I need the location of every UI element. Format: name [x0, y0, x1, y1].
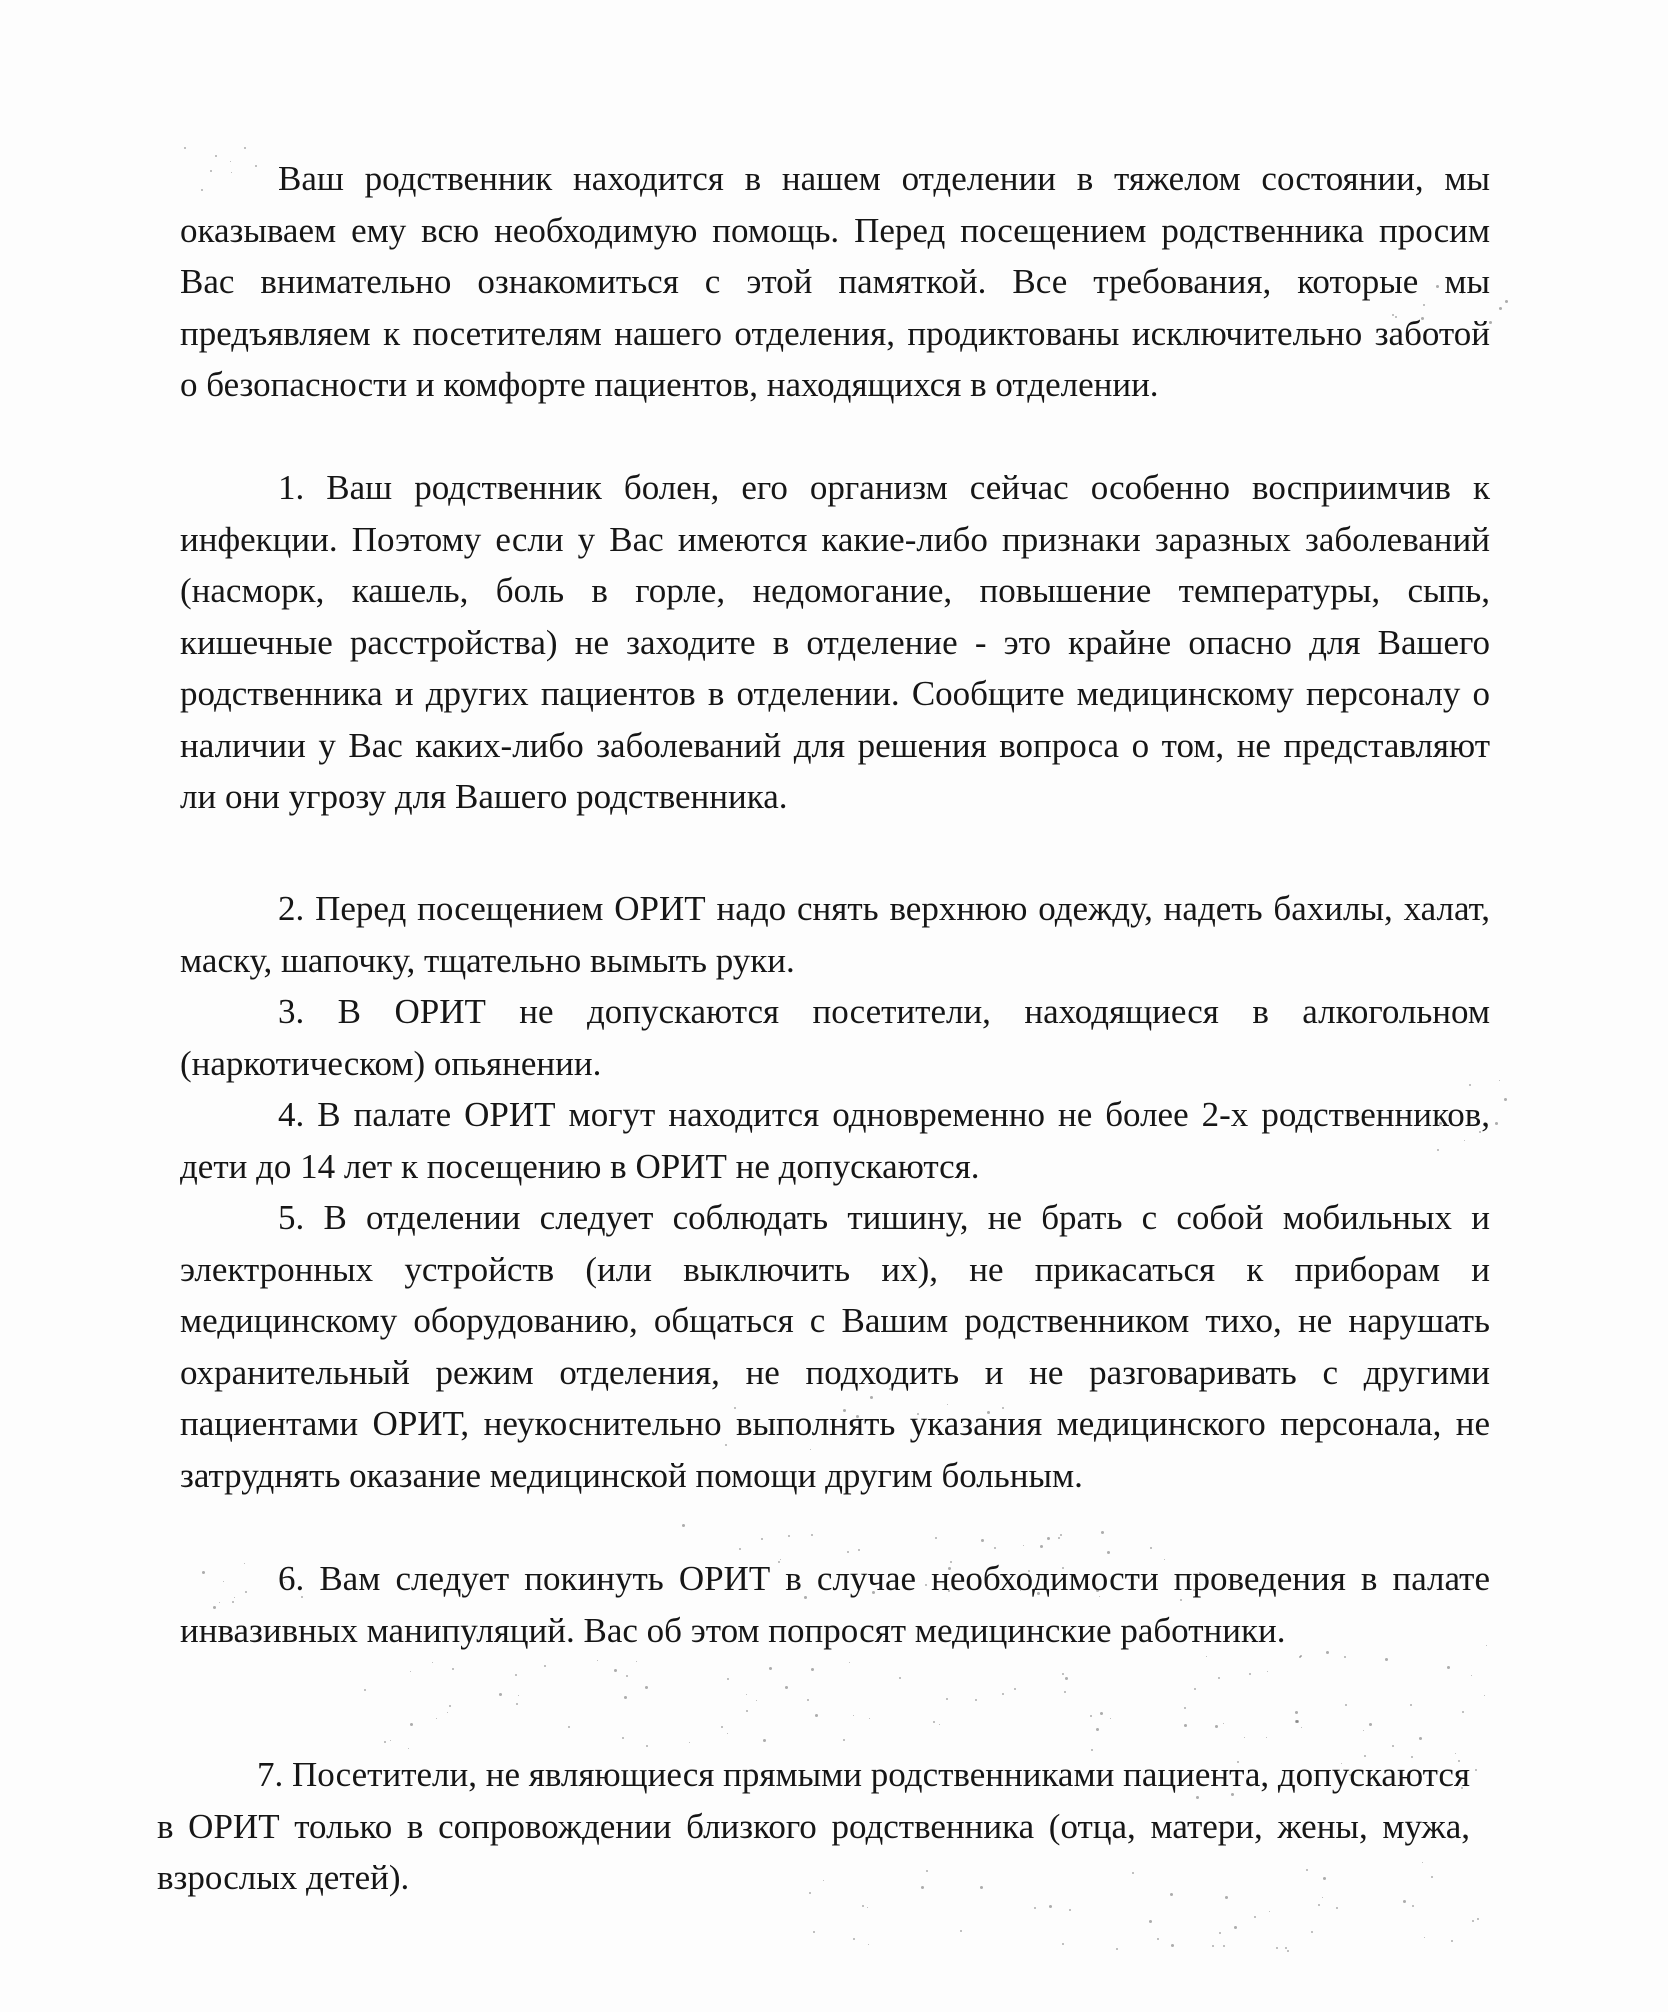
scan-speck [862, 1905, 864, 1907]
rule-item-5: 5. В отделении следует соблюдать тишину, не брать с собой мобильных и электронных устройств (или выключить их), не прикасаться к приборам и медицинскому оборудованию, общаться с Вашим родственником тихо, не нарушать охранительный режим отделения, не подходить и не разговаривать с другими пациентами ОРИТ, неукоснительно выполнять указания медицинского персонала, не затруднять оказание медицинской помощи другим больным. [180, 1198, 1490, 1495]
scan-speck [756, 1700, 757, 1701]
scan-speck [1234, 1926, 1237, 1929]
scan-speck [1269, 1911, 1270, 1912]
scan-speck [447, 1712, 448, 1713]
scan-speck [1392, 1745, 1394, 1747]
scan-speck [1184, 1707, 1186, 1709]
intro-paragraph: Ваш родственник находится в нашем отделении в тяжелом состоянии, мы оказываем ему всю необходимую помощь. Перед посещением родственника просим Вас внимательно ознакомиться с этой памяткой. Все требования, которые мы предъявляем к посетителям нашего отделения, продиктованы исключительно заботой о безопасности и комфорте пациентов, находящихся в отделении. [180, 159, 1490, 404]
scan-speck [853, 1938, 855, 1940]
scan-speck [1495, 1122, 1498, 1125]
scan-speck [1301, 1727, 1302, 1728]
scan-speck [614, 1669, 617, 1672]
scan-speck [761, 1538, 763, 1540]
scan-speck [384, 1741, 386, 1743]
scan-speck [410, 1723, 413, 1726]
scan-speck [1219, 1932, 1221, 1934]
scan-speck [1150, 1547, 1152, 1549]
scan-speck [727, 1733, 728, 1734]
scan-speck [516, 1703, 518, 1705]
scan-speck [1249, 1673, 1251, 1675]
scan-speck [1336, 1907, 1338, 1909]
scan-speck [1276, 1947, 1278, 1949]
scan-speck [1212, 1945, 1214, 1947]
scan-speck [1090, 1715, 1092, 1717]
scan-speck [1419, 1737, 1422, 1740]
scan-speck [721, 1726, 723, 1728]
scan-speck [1477, 1918, 1479, 1920]
scan-speck [364, 1689, 366, 1691]
rule-item-6: 6. Вам следует покинуть ОРИТ в случае необходимости проведения в палате инвазивных манипуляций. Вас об этом попросят медицинские работники. [180, 1559, 1490, 1650]
scan-speck [868, 1944, 869, 1945]
scan-speck [1100, 1712, 1103, 1715]
scan-speck [645, 1686, 648, 1689]
scan-speck [1385, 1658, 1388, 1661]
scan-speck [1149, 1920, 1152, 1923]
scan-speck [1215, 1725, 1218, 1728]
scan-speck [1058, 1537, 1060, 1539]
scan-speck [1424, 1937, 1425, 1938]
scan-speck [1065, 1677, 1068, 1680]
scan-speck [1184, 1724, 1187, 1727]
scan-speck [1223, 1945, 1225, 1947]
scan-speck [1062, 1943, 1064, 1945]
scan-speck [1034, 1907, 1036, 1909]
scan-speck [946, 1698, 948, 1700]
scan-speck [869, 1718, 870, 1719]
scan-speck [1475, 1769, 1477, 1771]
scan-speck [1296, 1720, 1299, 1723]
scan-speck [1244, 1737, 1245, 1738]
scan-speck [518, 1695, 519, 1696]
scan-speck [933, 1721, 935, 1723]
scan-speck [1014, 1688, 1016, 1690]
rule-item-4: 4. В палате ОРИТ могут находится одновременно не более 2-х родственников, дети до 14 лет к посещению в ОРИТ не допускаются. [180, 1095, 1490, 1186]
scan-speck [1295, 1711, 1298, 1714]
scan-speck [788, 1535, 790, 1537]
scan-speck [544, 1665, 546, 1667]
scan-speck [1064, 1691, 1066, 1693]
scan-speck [1223, 1723, 1224, 1724]
scan-speck [858, 1549, 860, 1551]
scan-speck [1318, 1904, 1320, 1906]
scan-speck [689, 1742, 690, 1743]
scan-speck [785, 1686, 788, 1689]
scan-speck [1410, 1704, 1412, 1706]
scan-speck [1412, 1905, 1414, 1907]
scan-speck [1218, 1677, 1220, 1679]
scan-speck [739, 1548, 741, 1550]
scan-speck [1062, 1673, 1064, 1675]
scan-speck [682, 1524, 685, 1527]
scan-speck [515, 1674, 517, 1676]
scan-speck [626, 1675, 628, 1677]
scan-speck [1369, 1723, 1372, 1726]
scan-speck [499, 1693, 502, 1696]
scan-speck [746, 1694, 747, 1695]
scan-speck [1023, 1545, 1024, 1546]
scan-speck [935, 1537, 937, 1539]
scan-speck [622, 1737, 624, 1739]
scan-speck [843, 1739, 845, 1741]
scan-speck [1451, 1940, 1453, 1942]
scan-speck [1311, 1931, 1313, 1933]
scan-speck [939, 1724, 940, 1725]
scan-speck [807, 1699, 809, 1701]
scan-speck [597, 1660, 598, 1661]
scan-speck [1447, 1666, 1450, 1669]
scan-speck [746, 1710, 748, 1712]
scan-speck [1499, 1080, 1500, 1081]
scan-speck [1462, 1711, 1464, 1713]
scan-speck [1157, 1938, 1159, 1940]
scan-speck [568, 1726, 570, 1728]
scan-speck [981, 1539, 984, 1542]
scan-speck [849, 1662, 850, 1663]
scan-speck [1171, 1944, 1174, 1947]
scan-speck [769, 1667, 772, 1670]
scan-speck [1344, 1656, 1346, 1658]
scan-speck [813, 1931, 815, 1933]
scan-speck [994, 1547, 996, 1549]
scan-speck [1040, 1545, 1043, 1548]
scan-speck [960, 1930, 962, 1932]
scan-speck [727, 1678, 729, 1680]
scan-speck [1471, 1675, 1472, 1676]
scan-speck [1472, 1920, 1474, 1922]
scan-speck [244, 147, 246, 149]
scan-speck [763, 1739, 766, 1742]
scan-speck [1069, 1909, 1071, 1911]
scan-speck [1096, 1728, 1099, 1731]
scan-speck [899, 1677, 901, 1679]
rule-item-7: 7. Посетители, не являющиеся прямыми родственниками пациента, допускаются в ОРИТ только в сопровождении близкого родственника (отца, матери, жены, мужа, взрослых детей). [157, 1755, 1470, 1897]
scan-speck [1345, 1704, 1347, 1706]
scan-speck [390, 1740, 391, 1741]
scan-speck [1101, 1531, 1104, 1534]
scan-speck [815, 1714, 818, 1717]
scan-speck [811, 1668, 814, 1671]
scan-speck [1484, 1695, 1485, 1696]
scan-speck [1047, 1537, 1050, 1540]
scan-speck [184, 147, 186, 149]
scan-speck [811, 1534, 813, 1536]
scan-speck [436, 1718, 437, 1719]
scan-speck [410, 1671, 411, 1672]
scan-speck [1002, 1693, 1004, 1695]
scan-speck [1254, 1916, 1256, 1918]
scan-speck [646, 1745, 648, 1747]
scan-speck [432, 1662, 433, 1663]
scan-speck [975, 1699, 977, 1701]
rule-item-2: 2. Перед посещением ОРИТ надо снять верхнюю одежду, надеть бахилы, халат, маску, шапочку, тщательно вымыть руки. [180, 889, 1490, 980]
scan-speck [1504, 1098, 1507, 1101]
scan-speck [1266, 1737, 1267, 1738]
scan-speck [853, 1715, 854, 1716]
scan-speck [636, 1661, 637, 1662]
scan-speck [452, 1668, 454, 1670]
scan-speck [1110, 1718, 1111, 1719]
scan-speck [867, 1907, 868, 1908]
scan-speck [1049, 1905, 1052, 1908]
scan-speck [1060, 1534, 1062, 1536]
scan-speck [1267, 1671, 1268, 1672]
scan-speck [1206, 1656, 1207, 1657]
scan-speck [449, 1705, 451, 1707]
scan-speck [624, 1696, 627, 1699]
scan-speck [1116, 1948, 1118, 1950]
scan-speck [1499, 307, 1502, 310]
scan-speck [1285, 1947, 1287, 1949]
rule-item-3: 3. В ОРИТ не допускаются посетители, находящиеся в алкогольном (наркотическом) опьянении. [180, 992, 1490, 1083]
rule-item-1: 1. Ваш родственник болен, его организм сейчас особенно восприимчив к инфекции. Поэтому если у Вас имеются какие-либо признаки заразных заболеваний (насморк, кашель, боль в горле, недомогание, повышение температуры, сыпь, кишечные расстройства) не заходите в отделение - это крайне опасно для Вашего родственника и других пациентов в отделении. Сообщите медицинскому персоналу о наличии у Вас каких-либо заболеваний для решения вопроса о том, не представляют ли они угрозу для Вашего родственника. [180, 468, 1490, 816]
scan-speck [1287, 1950, 1289, 1952]
scan-speck [1505, 300, 1508, 303]
scan-speck [1363, 1730, 1364, 1731]
scan-speck [1194, 1688, 1196, 1690]
